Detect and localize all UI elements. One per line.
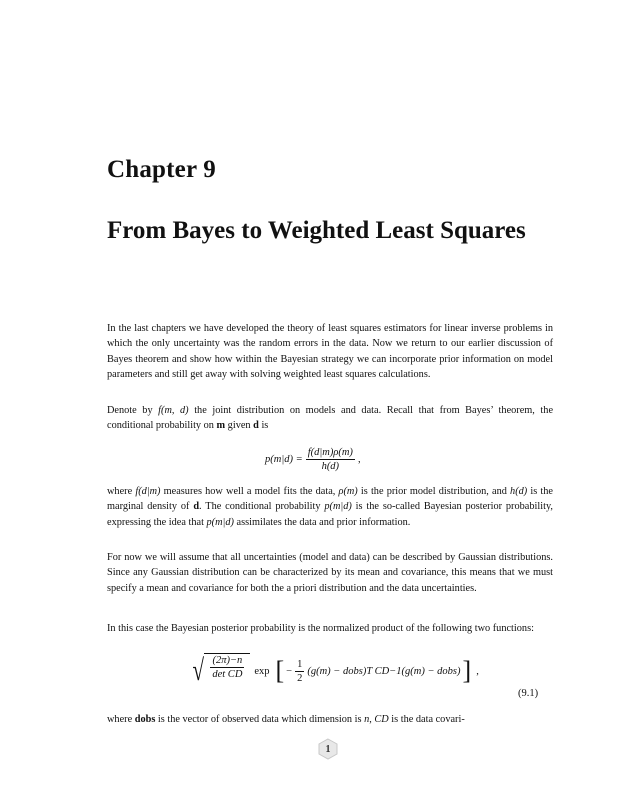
text-fragment: , bbox=[369, 714, 375, 725]
sqrt-term bbox=[190, 653, 250, 689]
text-fragment: where bbox=[107, 714, 135, 725]
equation-lhs: p(m|d) = bbox=[265, 453, 303, 465]
equation-number: (9.1) bbox=[518, 688, 539, 699]
math-likelihood: f(d|m) bbox=[135, 486, 161, 497]
text-fragment: the joint distribution on models and data. Recall that from Bayes’ theorem, the conditional probability on bbox=[107, 405, 554, 432]
equation-trail: , bbox=[476, 665, 479, 677]
half-numerator: 1 bbox=[297, 658, 303, 670]
page-number: 1 bbox=[325, 743, 331, 755]
sqrt-body bbox=[204, 653, 250, 689]
text-fragment: . The conditional probability bbox=[199, 501, 325, 513]
chapter-title: From Bayes to Weighted Least Squares bbox=[107, 217, 526, 244]
left-bracket-icon: [ bbox=[275, 656, 285, 685]
equation-trail: , bbox=[357, 453, 361, 465]
paragraph-definitions bbox=[107, 712, 553, 727]
text-fragment: is bbox=[258, 420, 269, 432]
paragraph-product: In this case the Bayesian posterior probability is the normalized product of the following two functions: bbox=[107, 623, 534, 634]
text-fragment: is the vector of observed data which dimension is bbox=[155, 714, 365, 725]
math-d-obs: dobs bbox=[134, 714, 156, 725]
text-fragment: where bbox=[107, 486, 136, 497]
math-posterior: p(m|d) bbox=[206, 516, 234, 528]
math-d: d bbox=[193, 501, 200, 513]
right-bracket-icon: ] bbox=[462, 656, 472, 685]
fraction-denominator: h(d) bbox=[321, 460, 340, 472]
text-fragment: assimilates the data and prior information. bbox=[233, 516, 411, 528]
sqrt-icon: √ bbox=[192, 654, 204, 687]
text-fragment: is the prior model distribution, and bbox=[357, 486, 511, 497]
paragraph-intro: In the last chapters we have developed the theory of least squares estimators for linear inverse problems in which the only uncertainty was the random errors in the data. Now we return to our earlier discussion of Bayes theorem and show how within the Bayesian strategy we can incorporate prior information on model parameters and still get away with solving weighted least squares calculations. bbox=[107, 323, 553, 381]
half-denominator: 2 bbox=[297, 672, 303, 684]
math-joint-distribution: f(m, d) bbox=[158, 405, 189, 416]
paragraph-posterior bbox=[107, 484, 553, 530]
text-fragment: is the so-called Bayesian posterior probability, expressing the idea that bbox=[107, 501, 553, 528]
half-fraction bbox=[295, 659, 304, 684]
math-c-d: CD bbox=[374, 714, 389, 725]
math-d: d bbox=[253, 420, 259, 432]
text-fragment: Denote by bbox=[107, 405, 159, 416]
text-fragment: is the marginal density of bbox=[107, 486, 553, 513]
minus-sign: − bbox=[286, 665, 293, 677]
text-fragment: is the data covari- bbox=[388, 714, 465, 725]
math-prior: ρ(m) bbox=[338, 486, 358, 497]
exp-label: exp bbox=[254, 665, 270, 677]
fraction-numerator: f(d|m)ρ(m) bbox=[307, 446, 353, 458]
bayes-fraction bbox=[306, 447, 355, 472]
gaussian-equation bbox=[190, 651, 479, 691]
quadratic-form: (g(m) − dobs)T CD−1(g(m) − dobs) bbox=[307, 665, 461, 677]
math-marginal: h(d) bbox=[510, 486, 528, 497]
sqrt-numerator: (2π)−n bbox=[212, 655, 243, 666]
paragraph-gaussian: For now we will assume that all uncertainties (model and data) can be described by Gaussian distributions. Since any Gaussian distribution can be characterized by its mean and covariance, this means that we must specify a mean and covariance for both the a priori distribution and the data uncertainties. bbox=[107, 552, 553, 594]
text-fragment: measures how well a model fits the data, bbox=[160, 486, 339, 497]
bayes-equation bbox=[265, 442, 361, 476]
sqrt-fraction bbox=[210, 655, 244, 689]
math-posterior: p(m|d) bbox=[324, 501, 352, 513]
math-n: n bbox=[364, 714, 370, 725]
page-number-badge bbox=[317, 738, 339, 760]
math-m: m bbox=[216, 420, 226, 432]
chapter-label: Chapter 9 bbox=[107, 156, 216, 183]
text-fragment: given bbox=[225, 420, 254, 432]
paragraph-bayes bbox=[107, 403, 553, 434]
sqrt-denominator: det CD bbox=[212, 669, 243, 680]
